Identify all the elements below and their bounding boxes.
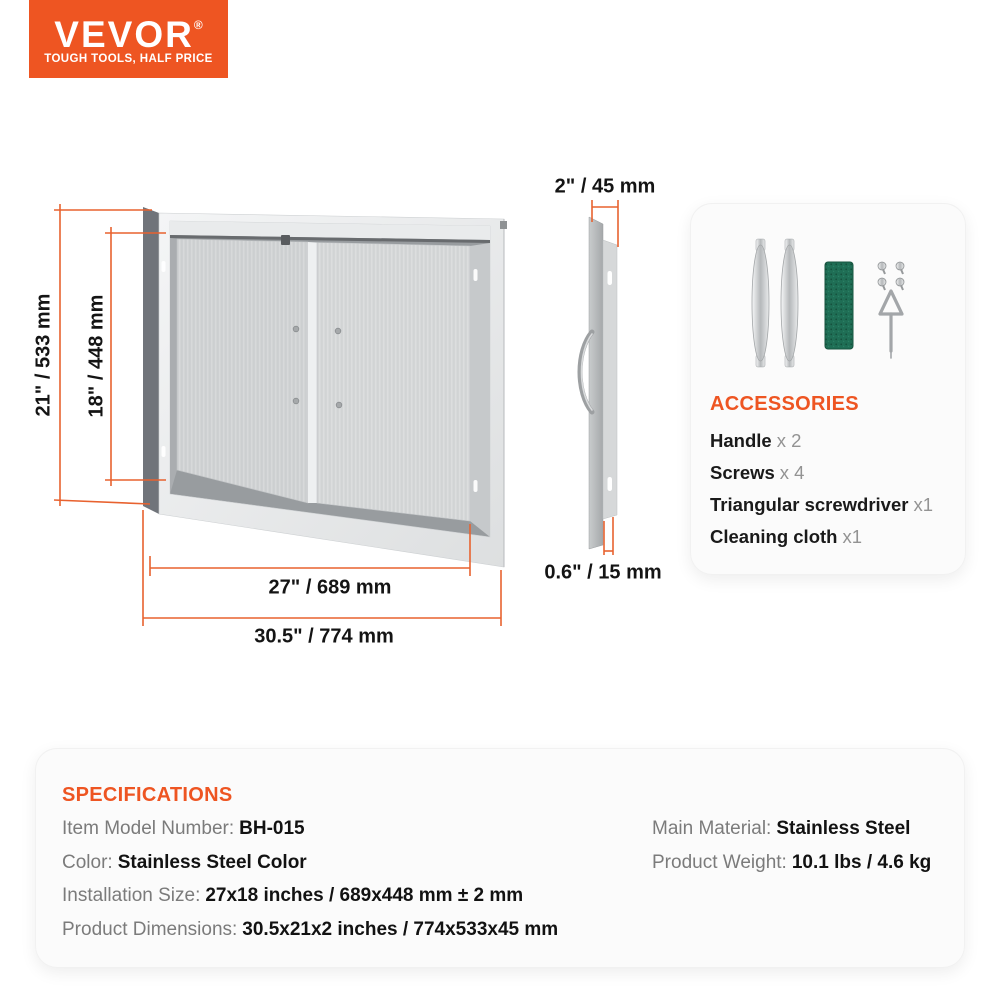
spec-value: 30.5x21x2 inches / 774x533x45 mm bbox=[242, 918, 559, 940]
side-slot bbox=[608, 477, 613, 491]
hinge-slot bbox=[162, 261, 166, 272]
accessories-card bbox=[690, 203, 966, 575]
spec-value: Stainless Steel Color bbox=[117, 851, 307, 873]
specifications-right-column bbox=[652, 812, 931, 879]
dim-label-overall-height: 21" / 533 mm bbox=[32, 293, 55, 417]
accessories-icons bbox=[690, 203, 966, 383]
spec-row bbox=[652, 846, 931, 880]
spec-value: 10.1 lbs / 4.6 kg bbox=[791, 851, 932, 873]
door-corner-pin bbox=[500, 221, 507, 229]
accessory-qty: x 2 bbox=[776, 430, 802, 451]
accessory-name: Triangular screwdriver bbox=[710, 494, 909, 515]
spec-row bbox=[62, 879, 558, 913]
spec-row bbox=[62, 913, 558, 947]
specifications-card bbox=[35, 748, 965, 968]
accessory-item bbox=[710, 489, 933, 521]
specifications-left-column bbox=[62, 812, 558, 946]
dim-label-opening-width: 27" / 689 mm bbox=[268, 576, 392, 599]
handle-icon bbox=[781, 239, 798, 367]
accessory-name: Cleaning cloth bbox=[710, 526, 838, 547]
accessory-item bbox=[710, 425, 933, 457]
hinge-slot bbox=[474, 269, 478, 281]
spec-value: 27x18 inches / 689x448 mm ± 2 mm bbox=[205, 885, 524, 906]
handle-screw-dot bbox=[335, 328, 341, 334]
spec-label: Item Model Number: bbox=[62, 818, 235, 839]
spec-row bbox=[62, 846, 558, 880]
accessory-qty: x 4 bbox=[779, 462, 805, 483]
spec-label: Main Material: bbox=[652, 818, 772, 839]
cleaning-cloth-icon bbox=[825, 262, 853, 349]
handle-screw-dot bbox=[293, 326, 299, 332]
dim-label-frame-depth: 2" / 45 mm bbox=[554, 175, 656, 198]
spec-value: Stainless Steel bbox=[776, 818, 911, 839]
accessory-name: Handle bbox=[710, 430, 772, 451]
accessory-item bbox=[710, 457, 933, 489]
spec-label: Installation Size: bbox=[62, 885, 201, 906]
hinge-slot bbox=[474, 480, 478, 492]
door-right-panel bbox=[317, 243, 470, 522]
door-right-jamb bbox=[470, 243, 490, 537]
spec-label: Product Dimensions: bbox=[62, 918, 238, 940]
accessories-list bbox=[710, 425, 933, 553]
side-slot bbox=[608, 271, 613, 285]
door-left-edge bbox=[143, 207, 159, 514]
spec-label: Color: bbox=[62, 851, 113, 873]
spec-row bbox=[652, 812, 931, 846]
handle-screw-dot bbox=[293, 398, 299, 404]
accessory-item bbox=[710, 521, 933, 553]
accessories-title: ACCESSORIES bbox=[710, 393, 859, 415]
spec-value: BH-015 bbox=[239, 818, 305, 839]
brand-tagline: TOUGH TOOLS, HALF PRICE bbox=[44, 53, 213, 65]
dim-label-opening-height: 18" / 448 mm bbox=[85, 294, 108, 418]
dim-ext-line bbox=[54, 500, 150, 504]
specifications-title: SPECIFICATIONS bbox=[62, 784, 233, 806]
screws-icon bbox=[878, 262, 904, 290]
side-back-plate bbox=[589, 217, 603, 549]
handle-screw-dot bbox=[336, 402, 342, 408]
brand-name-text: VEVOR bbox=[54, 14, 194, 55]
spec-row bbox=[62, 812, 558, 846]
accessory-qty: x1 bbox=[913, 494, 933, 515]
door-left-jamb bbox=[170, 238, 177, 494]
registered-mark-icon: ® bbox=[193, 18, 203, 32]
door-center-divider bbox=[308, 242, 317, 503]
handle-icon bbox=[752, 239, 769, 367]
dim-label-overall-width: 30.5" / 774 mm bbox=[254, 625, 394, 648]
accessory-name: Screws bbox=[710, 462, 775, 483]
accessory-qty: x1 bbox=[842, 526, 862, 547]
door-latch bbox=[281, 235, 290, 245]
door-front-view bbox=[143, 207, 507, 567]
triangular-screwdriver-icon bbox=[880, 291, 902, 358]
hinge-slot bbox=[162, 446, 166, 457]
spec-label: Product Weight: bbox=[652, 851, 787, 873]
door-left-panel bbox=[177, 239, 308, 503]
dim-label-flange-thickness: 0.6" / 15 mm bbox=[544, 561, 662, 584]
door-side-view bbox=[580, 217, 617, 549]
